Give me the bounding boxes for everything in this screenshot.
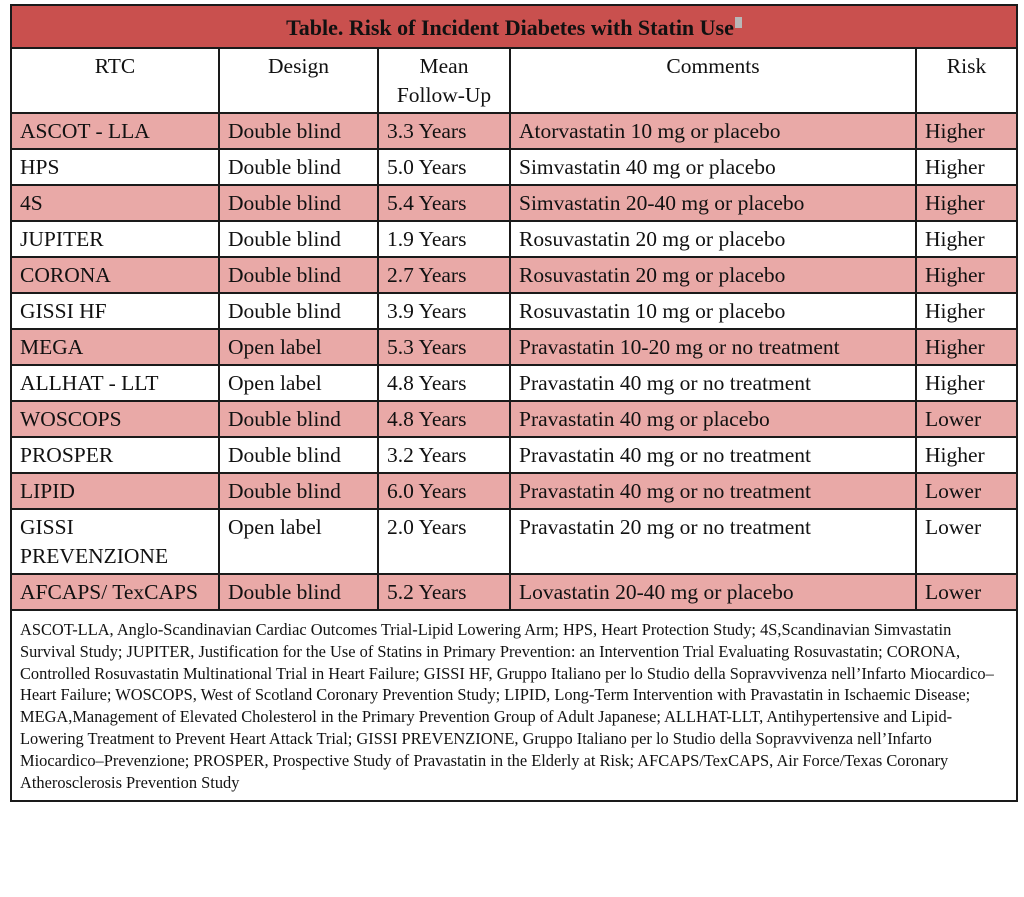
statin-diabetes-table [10,4,1018,802]
cell-risk: Higher [916,365,1016,401]
cell-design: Open label [219,509,378,574]
table-row [12,473,1016,509]
table-row [12,185,1016,221]
cell-design: Double blind [219,437,378,473]
cell-risk: Higher [916,293,1016,329]
header-design: Design [219,48,378,113]
cell-comments: Pravastatin 40 mg or no treatment [510,437,916,473]
cell-followup: 3.9 Years [378,293,510,329]
cell-risk: Higher [916,221,1016,257]
table-row [12,113,1016,149]
cell-comments: Rosuvastatin 20 mg or placebo [510,257,916,293]
cell-risk: Higher [916,113,1016,149]
cell-followup: 5.2 Years [378,574,510,610]
cell-risk: Higher [916,329,1016,365]
cell-risk: Lower [916,574,1016,610]
table-row [12,149,1016,185]
cell-comments: Rosuvastatin 10 mg or placebo [510,293,916,329]
footnote-row [12,610,1016,800]
cell-design: Open label [219,365,378,401]
header-comments: Comments [510,48,916,113]
table-row [12,437,1016,473]
table-row [12,574,1016,610]
table-title: Table. Risk of Incident Diabetes with Statin Use [286,15,734,40]
header-rtc: RTC [12,48,219,113]
cell-comments: Pravastatin 40 mg or no treatment [510,365,916,401]
abbreviations-footnote: ASCOT-LLA, Anglo-Scandinavian Cardiac Outcomes Trial-Lipid Lowering Arm; HPS, Heart Protection Study; 4S,Scandinavian Simvastatin Survival Study; JUPITER, Justification for the Use of Statins in Primary Prevention: an Intervention Trial Evaluating Rosuvastatin; CORONA, Controlled Rosuvastatin Multinational Trial in Heart Failure; GISSI HF, Gruppo Italiano per lo Studio della Sopravvivenza nell’Infarto Miocardico–Heart Failure; WOSCOPS, West of Scotland Coronary Prevention Study; LIPID, Long-Term Intervention with Pravastatin in Ischaemic Disease; MEGA,Management of Elevated Cholesterol in the Primary Prevention Group of Adult Japanese; ALLHAT-LLT, Antihypertensive and Lipid-Lowering Treatment to Prevent Heart Attack Trial; GISSI PREVENZIONE, Gruppo Italiano per lo Studio della Sopravvivenza nell’Infarto Miocardico–Prevenzione; PROSPER, Prospective Study of Pravastatin in the Elderly at Risk; AFCAPS/TexCAPS, Air Force/Texas Coronary Atherosclerosis Prevention Study [12,610,1016,800]
cell-comments: Pravastatin 40 mg or placebo [510,401,916,437]
header-followup-line2: Follow-Up [396,83,492,107]
cell-comments: Pravastatin 20 mg or no treatment [510,509,916,574]
cell-rtc: GISSI HF [12,293,219,329]
cell-design: Double blind [219,401,378,437]
cell-followup: 5.3 Years [378,329,510,365]
cell-design: Double blind [219,221,378,257]
cell-risk: Higher [916,257,1016,293]
cell-design: Double blind [219,149,378,185]
cell-comments: Simvastatin 20-40 mg or placebo [510,185,916,221]
cell-rtc: LIPID [12,473,219,509]
cell-rtc: JUPITER [12,221,219,257]
risk-table [12,6,1016,800]
table-row [12,257,1016,293]
cell-followup: 4.8 Years [378,401,510,437]
header-row [12,48,1016,113]
cell-comments: Pravastatin 10-20 mg or no treatment [510,329,916,365]
table-row [12,365,1016,401]
cell-followup: 1.9 Years [378,221,510,257]
cell-rtc: MEGA [12,329,219,365]
cell-rtc: ALLHAT - LLT [12,365,219,401]
cell-rtc: ASCOT - LLA [12,113,219,149]
table-row [12,509,1016,574]
cell-comments: Lovastatin 20-40 mg or placebo [510,574,916,610]
cell-followup: 2.0 Years [378,509,510,574]
cell-design: Open label [219,329,378,365]
cell-comments: Pravastatin 40 mg or no treatment [510,473,916,509]
cell-rtc: CORONA [12,257,219,293]
header-followup [378,48,510,113]
cell-risk: Lower [916,473,1016,509]
cell-rtc: HPS [12,149,219,185]
cell-comments: Rosuvastatin 20 mg or placebo [510,221,916,257]
cell-risk: Higher [916,185,1016,221]
cell-rtc: 4S [12,185,219,221]
cell-rtc: AFCAPS/ TexCAPS [12,574,219,610]
cell-comments: Atorvastatin 10 mg or placebo [510,113,916,149]
cell-design: Double blind [219,113,378,149]
cell-rtc: WOSCOPS [12,401,219,437]
cell-design: Double blind [219,257,378,293]
header-risk: Risk [916,48,1016,113]
cell-followup: 2.7 Years [378,257,510,293]
header-followup-line1: Mean [419,54,469,78]
cell-comments: Simvastatin 40 mg or placebo [510,149,916,185]
cell-followup: 3.2 Years [378,437,510,473]
cell-rtc: PROSPER [12,437,219,473]
cell-followup: 4.8 Years [378,365,510,401]
cell-rtc: GISSI PREVENZIONE [12,509,219,574]
title-marker [735,17,742,28]
cell-followup: 6.0 Years [378,473,510,509]
cell-risk: Higher [916,149,1016,185]
cell-design: Double blind [219,293,378,329]
table-row [12,401,1016,437]
cell-design: Double blind [219,185,378,221]
cell-risk: Lower [916,509,1016,574]
cell-followup: 5.4 Years [378,185,510,221]
cell-followup: 5.0 Years [378,149,510,185]
cell-design: Double blind [219,574,378,610]
table-row [12,293,1016,329]
cell-risk: Higher [916,437,1016,473]
table-row [12,329,1016,365]
table-title-row [12,6,1016,48]
cell-risk: Lower [916,401,1016,437]
cell-followup: 3.3 Years [378,113,510,149]
cell-design: Double blind [219,473,378,509]
table-title-cell [12,6,1016,48]
table-row [12,221,1016,257]
